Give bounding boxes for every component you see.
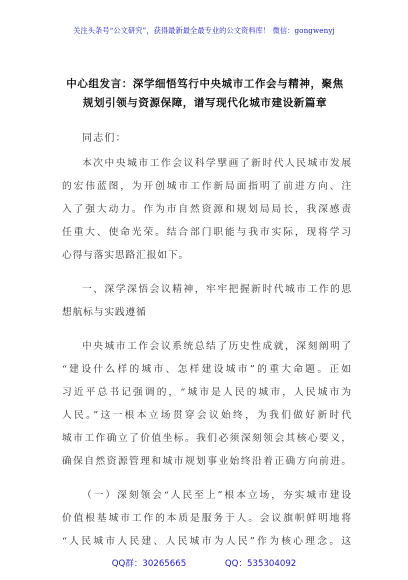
qq-contact-link[interactable]: QQ：535304092 — [224, 559, 297, 569]
body-line: 任重大、使命光荣。结合部门职能与我市实际，现将学习 — [62, 227, 352, 238]
body-line: 本次中央城市工作会议科学擘画了新时代人民城市发展 — [82, 158, 352, 169]
body-line: 确保自然资源管理和城市规划事业始终沿着正确方向前进。 — [62, 456, 352, 467]
body-line: 习近平总书记强调的，“城市是人民的城市，人民城市为 — [62, 387, 352, 398]
document-title-line-2: 规划引领与资源保障，谱写现代化城市建设新篇章 — [82, 97, 328, 109]
body-line: 价值根基城市工作的本质是服务于人。会议旗帜鲜明地将 — [62, 513, 352, 524]
section-heading-line: 想航标与实践遵循 — [62, 307, 147, 318]
body-line: 入了强大动力。作为市自然资源和规划局局长，我深感责 — [62, 204, 352, 215]
body-line: 的宏伟蓝图，为开创城市工作新局面指明了前进方向、注 — [62, 181, 352, 192]
salutation: 同志们： — [82, 133, 127, 144]
qq-group-link[interactable]: QQ群：30265665 — [111, 559, 187, 569]
body-line: 城市工作确立了价值坐标。我们必须深刻领会其核心要义， — [62, 433, 352, 444]
body-line: 中央城市工作会议系统总结了历史性成就，深刻阐明了 — [82, 341, 352, 352]
body-line: “人民城市人民建、人民城市为人民”作为核心理念。这 — [62, 536, 352, 547]
body-line: 人民。”这一根本立场贯穿会议始终，为我们做好新时代 — [62, 410, 352, 421]
document-title-line-1: 中心组发言：深学细悟笃行中央城市工作会与精神，聚焦 — [66, 78, 344, 90]
footer-contact — [0, 557, 408, 569]
section-heading-line: 一、深学深悟会议精神，牢牢把握新时代城市工作的思 — [82, 284, 352, 295]
promo-header[interactable]: 关注头条号“公文研究”，获得最新最全最专业的公文资料库！ 微信：gongwenyj — [73, 26, 335, 35]
body-line: “建设什么样的城市、怎样建设城市”的重大命题。正如 — [62, 364, 352, 375]
subsection-line: （一）深刻领会“人民至上”根本立场，夯实城市建设 — [82, 490, 352, 501]
body-line: 心得与落实思路汇报如下。 — [62, 250, 190, 261]
